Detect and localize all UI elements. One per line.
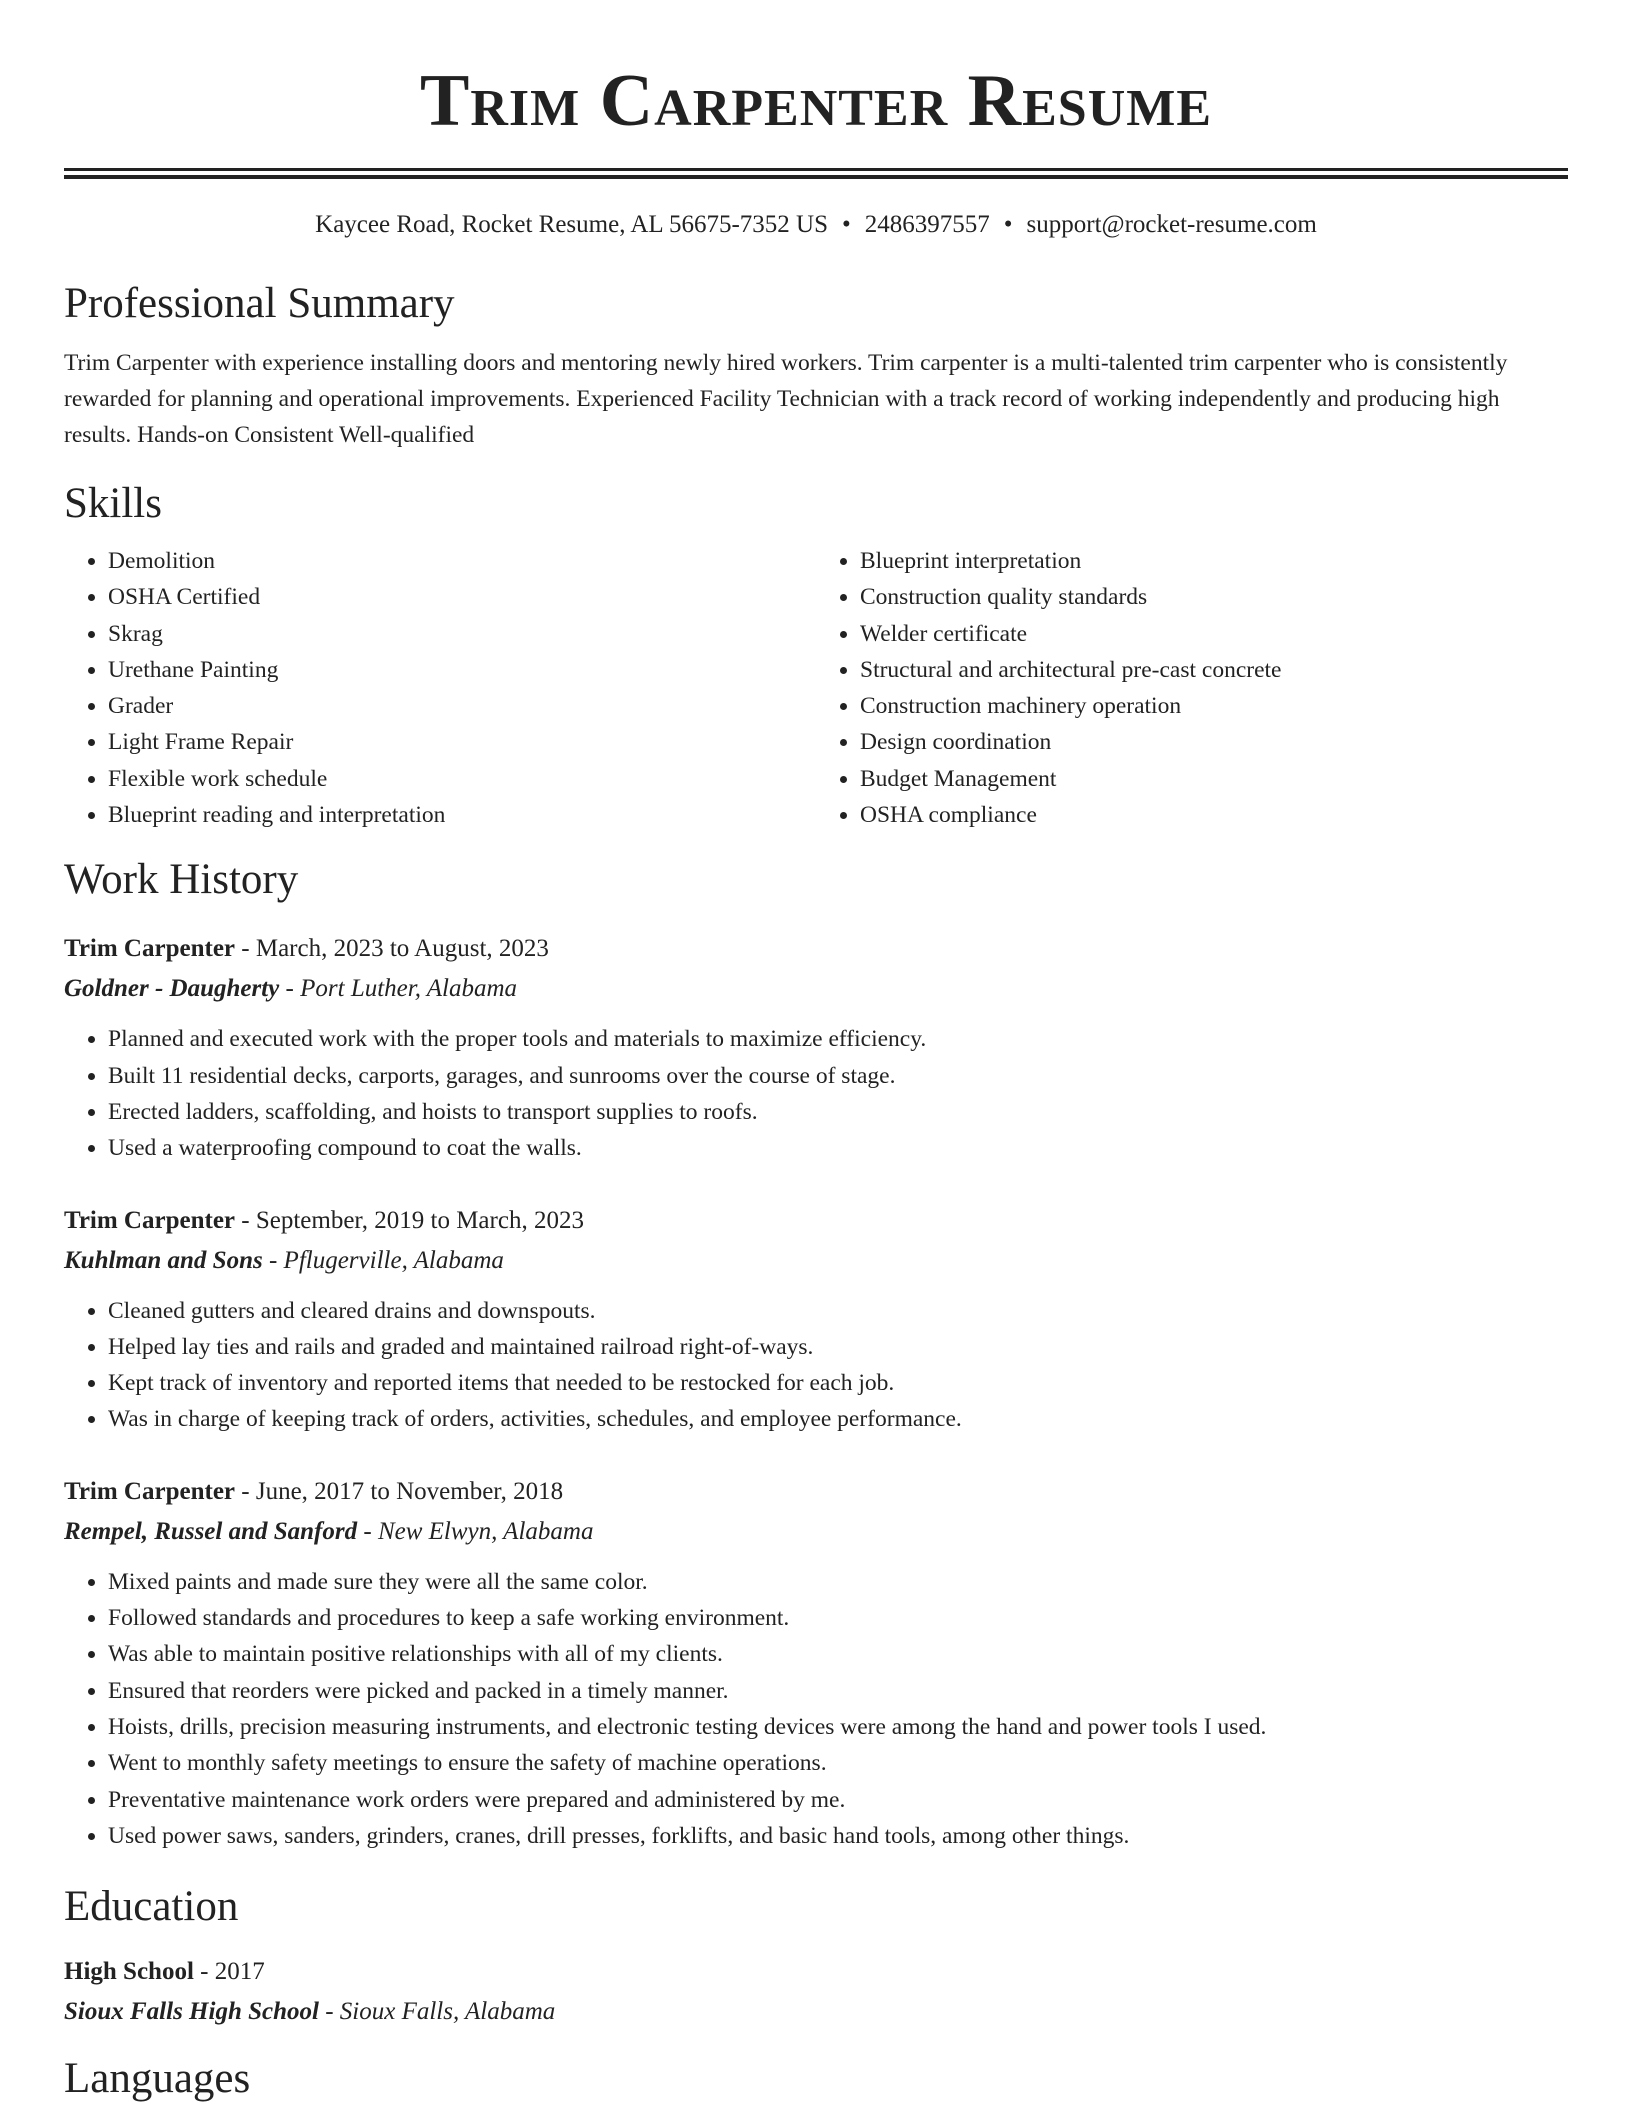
job-title-line: Trim Carpenter - September, 2019 to March, 2023 [64,1206,584,1234]
skill-item: • Structural and architectural pre-cast concrete [860,652,1568,688]
contact-line [64,209,1568,241]
job-dates: September, 2019 to March, 2023 [255,1206,584,1234]
skill-item: • Welder certificate [860,616,1568,652]
title-divider [64,168,1568,179]
job-entry [64,1472,1568,1854]
job-bullet: • Erected ladders, scaffolding, and hoists to transport supplies to roofs. [108,1094,1568,1130]
job-title: Trim Carpenter [64,1477,236,1505]
job-bullet: • Cleaned gutters and cleared drains and downspouts. [108,1293,1568,1329]
job-company: Goldner - Daugherty [64,975,280,1003]
work-history-heading: Work History [64,856,299,904]
job-company-line: Rempel, Russel and Sanford - New Elwyn, Alabama [64,1517,594,1545]
job-bullets [64,1293,1568,1438]
job-company-line: Kuhlman and Sons - Pflugerville, Alabama [64,1246,504,1274]
education-school: Sioux Falls High School [64,1998,319,2026]
skill-item: • OSHA compliance [860,797,1568,833]
contact-phone: 2486397557 [864,211,990,238]
job-bullet: • Planned and executed work with the proper tools and materials to maximize efficiency. [108,1021,1568,1057]
skill-item: • Construction quality standards [860,579,1568,615]
job-title: Trim Carpenter [64,935,236,963]
contact-address: Kaycee Road, Rocket Resume, AL 56675-7352 US [315,211,829,238]
job-company-line: Goldner - Daugherty - Port Luther, Alabama [64,975,518,1003]
education-year: 2017 [214,1958,265,1986]
skill-item: • Blueprint reading and interpretation [108,797,816,833]
skill-item: • Light Frame Repair [108,724,816,760]
job-bullet: • Kept track of inventory and reported items that needed to be restocked for each job. [108,1365,1568,1401]
job-location: New Elwyn, Alabama [377,1517,594,1545]
summary-heading: Professional Summary [64,280,455,327]
skills-heading: Skills [64,480,162,527]
job-bullet: • Preventative maintenance work orders were prepared and administered by me. [108,1782,1568,1818]
job-title: Trim Carpenter [64,1206,236,1234]
job-bullet: • Used a waterproofing compound to coat the walls. [108,1130,1568,1166]
languages-heading: Languages [64,2055,251,2103]
job-bullet: • Used power saws, sanders, grinders, cranes, drill presses, forklifts, and basic hand tools, among other things. [108,1818,1568,1854]
skill-item: • Urethane Painting [108,652,816,688]
skill-item: • Budget Management [860,761,1568,797]
job-entry [64,1201,1568,1438]
job-location: Port Luther, Alabama [300,975,518,1003]
job-bullet: • Was able to maintain positive relationships with all of my clients. [108,1636,1568,1672]
job-title-line: Trim Carpenter - March, 2023 to August, 2023 [64,935,549,963]
job-bullet: • Followed standards and procedures to keep a safe working environment. [108,1600,1568,1636]
skill-item: • Flexible work schedule [108,761,816,797]
skill-item: • Demolition [108,543,816,579]
job-bullet: • Mixed paints and made sure they were all the same color. [108,1564,1568,1600]
job-bullet: • Built 11 residential decks, carports, garages, and sunrooms over the course of stage. [108,1058,1568,1094]
education-degree: High School [64,1958,194,1986]
job-company: Kuhlman and Sons [64,1246,263,1274]
skills-columns [64,543,1568,833]
education-degree-line: High School - 2017 [64,1958,265,1986]
job-dates: March, 2023 to August, 2023 [255,935,549,963]
job-location: Pflugerville, Alabama [283,1246,504,1274]
job-bullets [64,1021,1568,1166]
contact-separator: • [1003,211,1013,238]
resume-title: Trim Carpenter Resume [419,60,1213,142]
skills-right-list [816,543,1568,833]
education-location: Sioux Falls, Alabama [339,1998,556,2026]
job-bullets [64,1564,1568,1854]
skill-item: • Construction machinery operation [860,688,1568,724]
job-bullet: • Went to monthly safety meetings to ensure the safety of machine operations. [108,1745,1568,1781]
job-company: Rempel, Russel and Sanford [64,1517,358,1545]
contact-email: support@rocket-resume.com [1026,211,1317,238]
skill-item: • Blueprint interpretation [860,543,1568,579]
job-dates: June, 2017 to November, 2018 [255,1477,564,1505]
job-title-line: Trim Carpenter - June, 2017 to November, 2018 [64,1477,564,1505]
education-heading: Education [64,1883,239,1931]
job-bullet: • Ensured that reorders were picked and packed in a timely manner. [108,1673,1568,1709]
skill-item: • Design coordination [860,724,1568,760]
education-entry [64,1952,1568,2032]
education-school-line: Sioux Falls High School - Sioux Falls, Alabama [64,1998,556,2026]
job-bullet: • Hoists, drills, precision measuring instruments, and electronic testing devices were among the hand and power tools I used. [108,1709,1568,1745]
skill-item: • Grader [108,688,816,724]
job-entry [64,929,1568,1166]
job-bullet: • Was in charge of keeping track of orders, activities, schedules, and employee performance. [108,1401,1568,1437]
contact-separator: • [842,211,851,238]
skills-left-list [64,543,816,833]
job-bullet: • Helped lay ties and rails and graded and maintained railroad right-of-ways. [108,1329,1568,1365]
skill-item: • OSHA Certified [108,579,816,615]
skill-item: • Skrag [108,616,816,652]
summary-text: Trim Carpenter with experience installing doors and mentoring newly hired workers. Trim carpenter is a multi-talented trim carpenter who is consistently rewarded for planning and operational improvements. Experienced Facility Technician with a track record of working independently and producing high results. Hands-on Consistent Well-qualified [64,350,1508,448]
